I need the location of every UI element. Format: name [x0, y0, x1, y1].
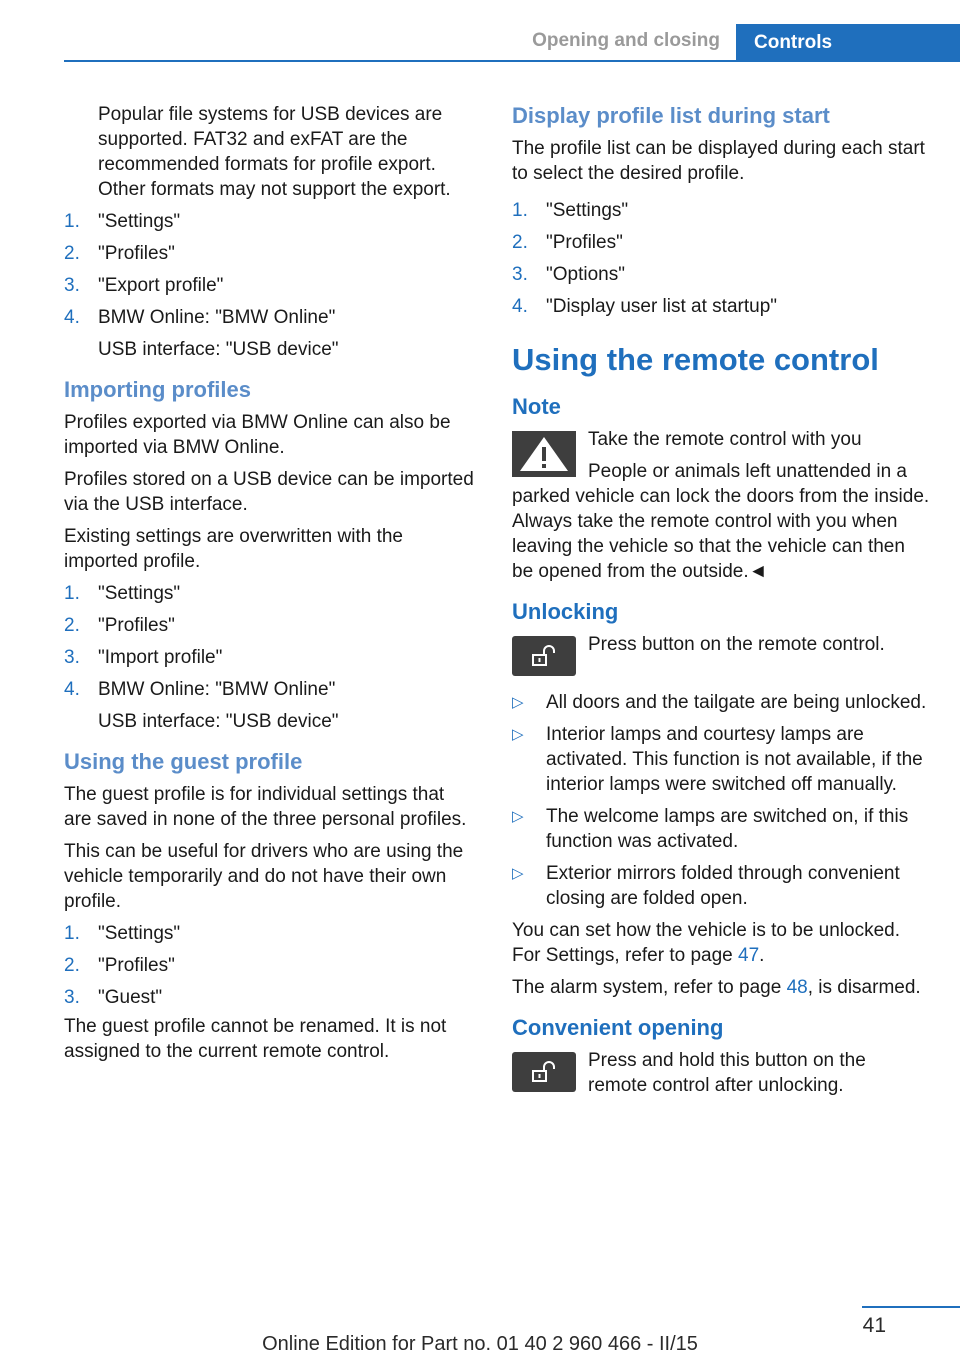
text-segment: .	[759, 945, 765, 966]
display-list-text: The profile list can be displayed during each start to select the desired profile.	[512, 138, 925, 184]
triangle-bullet-icon: ▷	[512, 726, 524, 743]
text-segment: , is disarmed.	[807, 977, 921, 998]
open-padlock-icon	[531, 1061, 557, 1083]
footer-rule	[862, 1306, 960, 1308]
unlocking-instruction-block	[512, 632, 930, 680]
guest-steps-list	[64, 921, 474, 1010]
guest-text-2: This can be useful for drivers who are using the vehicle temporarily and do not have their own profile.	[64, 841, 464, 912]
step-number: 3.	[64, 275, 80, 296]
step-text: "Settings"	[98, 583, 181, 604]
bullet-text: Exterior mirrors folded through convenient closing are folded open.	[546, 863, 900, 909]
step-text: "Profiles"	[98, 955, 175, 976]
step-text: "Options"	[546, 264, 625, 285]
convenient-instruction-block	[512, 1048, 930, 1105]
header-chapter-tab: Controls	[736, 24, 960, 62]
step-number: 1.	[64, 583, 80, 604]
guest-text-1: The guest profile is for individual settings that are saved in none of the three personal profiles.	[64, 784, 467, 830]
text-segment: The alarm system, refer to page	[512, 977, 787, 998]
left-column	[64, 102, 474, 1071]
page-link-48[interactable]: 48	[786, 977, 808, 998]
list-item	[512, 294, 930, 319]
importing-profiles-heading: Importing profiles	[64, 377, 251, 402]
list-item	[512, 804, 930, 854]
unlocking-instruction: Press button on the remote control.	[588, 634, 885, 655]
header-rule	[64, 60, 960, 62]
list-item	[64, 613, 474, 638]
warning-note	[512, 427, 930, 584]
note-body: People or animals left unattended in a parked vehicle can lock the doors from the inside. Always take the remote control with you when leaving the vehicle so that the vehicle can then be opened from the outside.◄	[512, 461, 930, 582]
header-section-title: Opening and closing	[532, 30, 720, 51]
step-text: "Import profile"	[98, 647, 223, 668]
text-segment: You can set how the vehicle is to be unlocked. For Settings, refer to page	[512, 920, 900, 966]
step-number: 4.	[64, 307, 80, 328]
unlocking-heading: Unlocking	[512, 599, 619, 624]
bullet-text: All doors and the tailgate are being unlocked.	[546, 692, 927, 713]
step-number: 1.	[64, 211, 80, 232]
list-item	[64, 305, 474, 362]
convenient-opening-heading: Convenient opening	[512, 1015, 724, 1040]
list-item	[512, 722, 930, 797]
step-text: "Display user list at startup"	[546, 296, 778, 317]
bullet-text: The welcome lamps are switched on, if this function was activated.	[546, 806, 909, 852]
list-item	[64, 921, 474, 946]
unlock-settings-text	[512, 918, 930, 968]
list-item	[64, 209, 474, 234]
list-item	[64, 241, 474, 266]
list-item	[512, 690, 930, 715]
step-number: 2.	[512, 232, 528, 253]
bullet-text: Interior lamps and courtesy lamps are activated. This function is not available, if the interior lamps were switched off manually.	[546, 724, 923, 795]
unlock-button-icon	[512, 1052, 576, 1092]
remote-control-title: Using the remote control	[512, 342, 879, 377]
step-number: 2.	[64, 955, 80, 976]
usb-intro-text: Popular file systems for USB devices are supported. FAT32 and exFAT are the recommended formats for profile export. Other formats may not support the export.	[98, 104, 451, 200]
display-list-steps	[512, 198, 930, 319]
step-text: BMW Online: "BMW Online"	[98, 679, 336, 700]
list-item	[64, 645, 474, 670]
guest-text-3: The guest profile cannot be renamed. It is not assigned to the current remote control.	[64, 1016, 447, 1062]
step-text: "Guest"	[98, 987, 163, 1008]
guest-profile-heading: Using the guest profile	[64, 749, 303, 774]
step-text: "Settings"	[98, 211, 181, 232]
step-number: 2.	[64, 615, 80, 636]
list-item	[512, 230, 930, 255]
triangle-bullet-icon: ▷	[512, 865, 524, 882]
step-text: "Profiles"	[98, 243, 175, 264]
triangle-bullet-icon: ▷	[512, 808, 524, 825]
list-item	[512, 198, 930, 223]
alarm-system-text	[512, 975, 930, 1000]
step-text: "Export profile"	[98, 275, 224, 296]
importing-text-3: Existing settings are overwritten with the imported profile.	[64, 526, 403, 572]
step-number: 4.	[64, 679, 80, 700]
step-number: 3.	[64, 987, 80, 1008]
note-heading: Note	[512, 394, 561, 419]
importing-text-1: Profiles exported via BMW Online can also be imported via BMW Online.	[64, 412, 451, 458]
step-number: 1.	[64, 923, 80, 944]
list-item	[512, 861, 930, 911]
right-column	[512, 102, 930, 1105]
step-text: "Settings"	[546, 200, 629, 221]
list-item	[64, 581, 474, 606]
step-text: "Profiles"	[98, 615, 175, 636]
note-title: Take the remote control with you	[588, 429, 862, 450]
unlocking-effects-list	[512, 690, 930, 911]
step-text: "Settings"	[98, 923, 181, 944]
step-number: 2.	[64, 243, 80, 264]
page-number: 41	[862, 1314, 886, 1337]
display-profile-list-heading: Display profile list during start	[512, 103, 830, 128]
step-subtext: USB interface: "USB device"	[98, 339, 339, 360]
step-number: 3.	[512, 264, 528, 285]
import-steps-list	[64, 581, 474, 734]
step-number: 3.	[64, 647, 80, 668]
importing-text-2: Profiles stored on a USB device can be imported via the USB interface.	[64, 469, 474, 515]
step-text: BMW Online: "BMW Online"	[98, 307, 336, 328]
export-steps-list	[64, 209, 474, 362]
step-text: "Profiles"	[546, 232, 623, 253]
step-number: 4.	[512, 296, 528, 317]
page-link-47[interactable]: 47	[738, 945, 760, 966]
list-item	[64, 273, 474, 298]
list-item	[64, 677, 474, 734]
convenient-instruction: Press and hold this button on the remote control after unlocking.	[588, 1050, 866, 1096]
open-padlock-icon	[531, 645, 557, 667]
unlock-button-icon	[512, 636, 576, 676]
step-subtext: USB interface: "USB device"	[98, 711, 339, 732]
list-item	[64, 985, 474, 1010]
list-item	[512, 262, 930, 287]
list-item	[64, 953, 474, 978]
triangle-bullet-icon: ▷	[512, 694, 524, 711]
step-number: 1.	[512, 200, 528, 221]
warning-triangle-icon	[512, 431, 576, 477]
edition-footer: Online Edition for Part no. 01 40 2 960 466 - II/15	[262, 1333, 698, 1355]
